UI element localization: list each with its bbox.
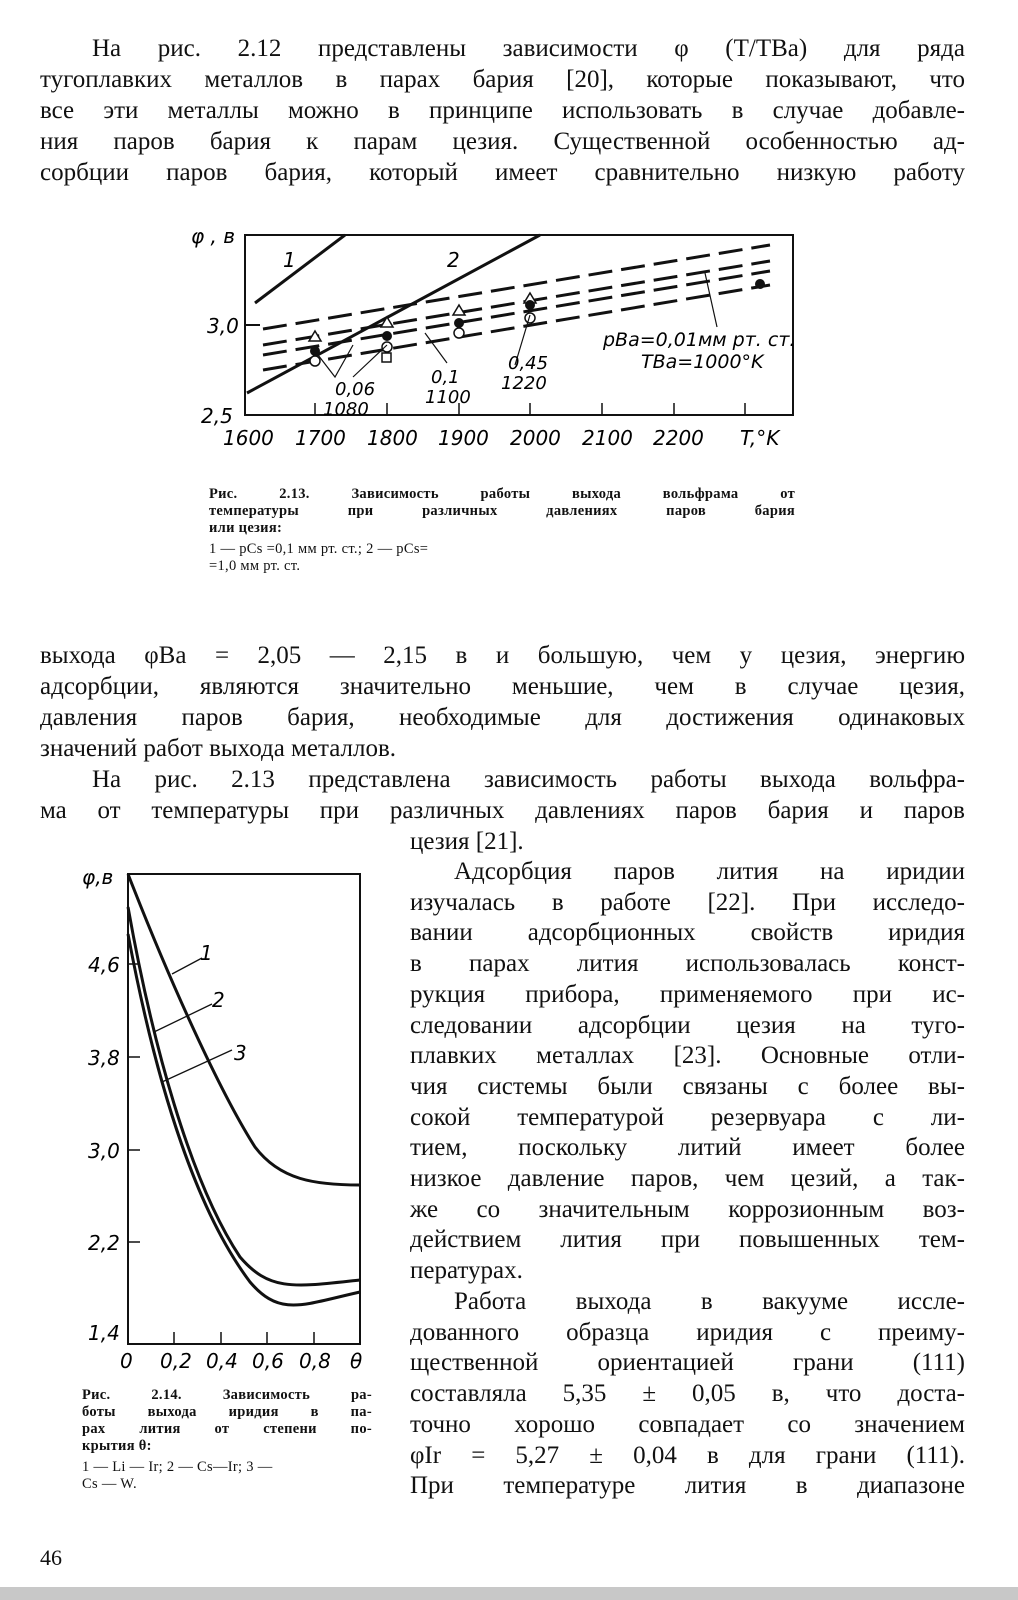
y-tick-label: 4,6 (88, 953, 120, 977)
text-line: изучалась в работе [22]. При исследо- (410, 888, 965, 916)
curve-1 (255, 235, 345, 303)
caption-legend-line: 1 — pCs =0,1 мм рт. ст.; 2 — pCs= (209, 541, 429, 557)
x-tick-label: 0,4 (206, 1349, 238, 1373)
annotation-pressure: pBa=0,01мм рт. ст. (603, 329, 796, 351)
text-line: плавких металлах [23]. Основные отли- (410, 1042, 965, 1070)
text-line: низкое давление паров, чем цезий, а так- (410, 1165, 965, 1193)
paragraph-right-2 (410, 1287, 965, 1502)
page-number: 46 (40, 1545, 62, 1570)
x-tick-label: 2200 (653, 426, 704, 450)
annotation-value: 0,1 (431, 367, 460, 388)
x-tick-label: 2100 (582, 426, 633, 450)
y-ticks (128, 964, 140, 1242)
caption-fig-2-13 (209, 486, 795, 575)
paragraph-fig-2-13-ref (40, 764, 965, 826)
annotation-value: 1080 (323, 399, 369, 420)
curve-label-3: 3 (234, 1041, 247, 1065)
y-tick-label: 2,5 (201, 404, 233, 428)
caption-line: крытия θ: (82, 1438, 152, 1454)
caption-legend-line: Cs — W. (82, 1476, 137, 1492)
x-tick-label: 1800 (367, 426, 418, 450)
caption-fig-2-14 (82, 1387, 372, 1493)
x-tick-label: 2000 (510, 426, 561, 450)
text-line: При температуре лития в диапазоне (410, 1472, 965, 1500)
text-line: ния паров бария к парам цезия. Существенной особенностью ад- (40, 128, 965, 155)
text-line: Работа выхода в вакууме иссле- (454, 1288, 965, 1315)
caption-line: Рис. 2.13. Зависимость работы выхода вольфрама от (209, 486, 795, 502)
caption-legend-line: =1,0 мм рт. ст. (209, 558, 301, 574)
text-line: На рис. 2.12 представлены зависимости φ (T/TBa) для ряда (92, 35, 965, 62)
text-line: пературах. (410, 1257, 523, 1285)
y-tick-label: 3,8 (88, 1046, 120, 1070)
text-line: значений работ выхода металлов. (40, 735, 397, 762)
text-line: адсорбции, являются значительно меньшие, чем в случае цезия, (40, 673, 965, 700)
caption-line: температуры при различных давлениях паров бария (209, 503, 795, 519)
curve-1 (128, 874, 360, 1185)
text-line: следовании адсорбции цезия на туго- (410, 1011, 965, 1039)
x-ticks (174, 1332, 314, 1344)
x-tick-label: 1900 (438, 426, 489, 450)
curve-label-1: 1 (283, 248, 296, 272)
x-tick-label: 1700 (295, 426, 346, 450)
annotation-value: 0,45 (508, 353, 549, 374)
text-line: вании адсорбционных свойств иридия (410, 919, 965, 947)
x-tick-label: 1600 (223, 426, 274, 450)
text-line: тугоплавких металлов в парах бария [20], которые показывают, что (40, 66, 965, 93)
y-tick-label: 3,0 (88, 1139, 120, 1163)
text-line: φIr = 5,27 ± 0,04 в для грани (111). (410, 1441, 965, 1469)
paragraph-mid (40, 640, 965, 764)
leader-lines (154, 958, 232, 1082)
text-line: действием лития при повышенных тем- (410, 1226, 965, 1254)
curve-label-2: 2 (447, 248, 460, 272)
text-line: чия системы были связаны с более вы- (410, 1072, 965, 1100)
y-tick-label: 3,0 (207, 314, 239, 338)
annotation-value: 1100 (425, 387, 471, 408)
text-line: рукция прибора, применяемого при ис- (410, 980, 965, 1008)
text-line: цезия [21]. (410, 828, 524, 855)
dashed-series-triangle (263, 245, 770, 329)
x-tick-label: 0,6 (252, 1349, 284, 1373)
paragraph-top (40, 33, 965, 188)
x-tick-label: 0,2 (160, 1349, 192, 1373)
x-ticks (315, 403, 745, 415)
text-line: составляла 5,35 ± 0,05 в, что доста- (410, 1380, 965, 1408)
text-line: ма от температуры при различных давлениях паров бария и паров (40, 797, 965, 824)
y-axis-label: φ , в (191, 224, 236, 248)
text-line: давления паров бария, необходимые для достижения одинаковых (40, 704, 965, 731)
text-line: дованного образца иридия с преиму- (410, 1318, 965, 1346)
caption-line: или цезия: (209, 520, 283, 536)
text-line: все эти металлы можно в принципе использовать в случае добавле- (40, 97, 965, 124)
curve-2 (128, 907, 360, 1285)
figure-2-14 (80, 862, 380, 1382)
y-tick-label: 2,2 (88, 1231, 120, 1255)
x-tick-label: 0,8 (299, 1349, 331, 1373)
caption-legend-line: 1 — Li — Ir; 2 — Cs—Ir; 3 — (82, 1459, 273, 1475)
text-line: щественной ориентацией грани (111) (410, 1349, 965, 1377)
paragraph-right (410, 857, 965, 1287)
paragraph-fig-2-13-ref-end (410, 826, 710, 857)
curve-label-1: 1 (200, 941, 213, 965)
x-axis-label: θ (350, 1349, 363, 1373)
text-line: На рис. 2.13 представлена зависимость работы выхода вольфра- (92, 766, 965, 793)
text-line: тием, поскольку литий имеет более (410, 1134, 965, 1162)
caption-line: Рис. 2.14. Зависимость ра- (82, 1387, 372, 1403)
marker-open-square (382, 353, 391, 362)
y-axis-label: φ,в (82, 865, 114, 889)
caption-line: рах лития от степени по- (82, 1421, 372, 1437)
text-line: сокой температурой резервуара с ли- (410, 1103, 965, 1131)
page-bottom-edge (0, 1587, 1018, 1600)
text-line: Адсорбция паров лития на иридии (454, 858, 965, 885)
curve-3 (128, 934, 360, 1305)
text-line: в парах лития использовалась конст- (410, 950, 965, 978)
x-tick-label: 0 (120, 1349, 133, 1373)
curve-label-2: 2 (212, 988, 225, 1012)
annotation-value: 1220 (501, 373, 547, 394)
text-line: сорбции паров бария, который имеет сравнительно низкую работу (40, 159, 965, 186)
figure-2-13 (185, 215, 825, 465)
text-line: выхода φBa = 2,05 — 2,15 в и большую, чем у цезия, энергию (40, 642, 965, 669)
text-line: же со значительным коррозионным воз- (410, 1195, 965, 1223)
caption-line: боты выхода иридия в па- (82, 1404, 372, 1420)
x-axis-label: T,°K (740, 426, 780, 450)
text-line: точно хорошо совпадает со значением (410, 1410, 965, 1438)
annotation-temperature: TBa=1000°K (641, 351, 764, 373)
annotation-value: 0,06 (335, 379, 376, 400)
y-tick-label: 1,4 (88, 1321, 120, 1345)
